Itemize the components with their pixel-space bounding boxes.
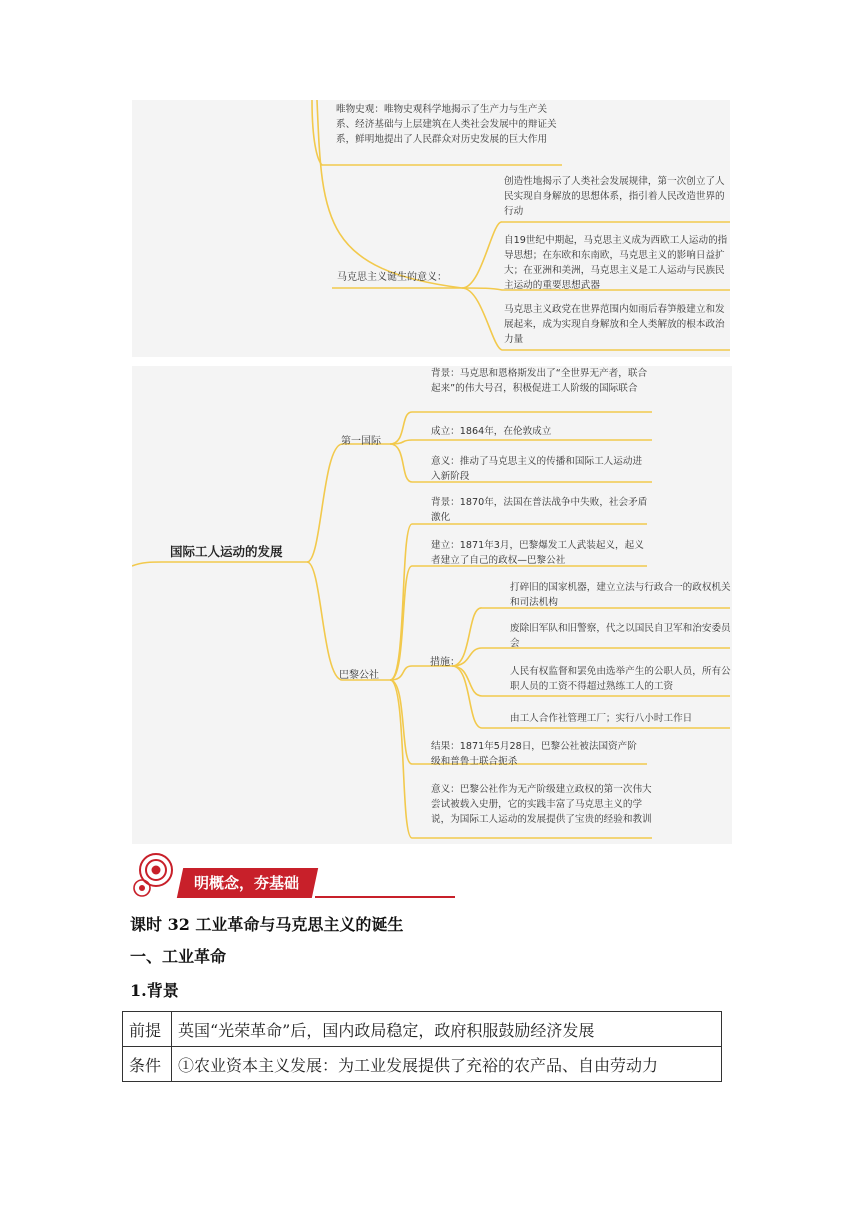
banner-text: 明概念，夯基础	[194, 874, 300, 892]
mindmap-significance	[132, 100, 730, 357]
materialism-node: 唯物史观：唯物史观科学地揭示了生产力与生产关系、经济基础与上层建筑在人类社会发展中的辩证关系，鲜明地提出了人民群众对历史发展的巨大作用	[336, 104, 557, 145]
commune-measure-1: 打碎旧的国家机器，建立立法与行政合一的政权机关和司法机构	[510, 582, 731, 608]
root-node: 国际工人运动的发展	[170, 544, 283, 559]
subsection-heading: 1.背景	[130, 981, 179, 1000]
table-row	[123, 1012, 722, 1047]
table-key: 前提	[123, 1012, 172, 1047]
paris-commune-label: 巴黎公社	[339, 670, 379, 681]
commune-result: 结果：1871年5月28日，巴黎公社被法国资产阶级和普鲁士联合扼杀	[431, 741, 637, 767]
significance-item-3: 马克思主义政党在世界范围内如雨后春笋般建立和发展起来，成为实现自身解放和全人类解放的根本政治力量	[504, 304, 725, 345]
significance-item-2: 自19世纪中期起，马克思主义成为西欧工人运动的指导思想；在东欧和东南欧，马克思主义的影响日益扩大；在亚洲和美洲，马克思主义是工人运动与民族民主运动的重要思想武器	[504, 235, 728, 291]
commune-measure-3: 人民有权监督和罢免由选举产生的公职人员，所有公职人员的工资不得超过熟练工人的工资	[510, 666, 731, 692]
commune-measures-label: 措施：	[430, 657, 460, 668]
first-international-meaning: 意义：推动了马克思主义的传播和国际工人运动进入新阶段	[431, 456, 643, 482]
table-value: ①农业资本主义发展：为工业发展提供了充裕的农产品、自由劳动力	[172, 1047, 722, 1082]
significance-label: 马克思主义诞生的意义：	[337, 272, 447, 283]
mindmap-workers-movement	[132, 366, 732, 844]
commune-measure-4: 由工人合作社管理工厂；实行八小时工作日	[510, 713, 693, 724]
first-international-founding: 成立：1864年，在伦敦成立	[431, 426, 552, 437]
section-heading: 一、工业革命	[130, 947, 227, 966]
section-banner	[130, 850, 330, 902]
banner-underline	[315, 896, 455, 898]
commune-meaning: 意义：巴黎公社作为无产阶级建立政权的第一次伟大尝试被载入史册，它的实践丰富了马克思主义的学说，为国际工人运动的发展提供了宝贵的经验和教训	[431, 784, 652, 825]
commune-background: 背景：1870年，法国在普法战争中失败，社会矛盾激化	[431, 497, 648, 523]
table-key: 条件	[123, 1047, 172, 1082]
commune-measure-2: 废除旧军队和旧警察，代之以国民自卫军和治安委员会	[510, 623, 731, 649]
first-international-label: 第一国际	[341, 436, 381, 447]
table-value: 英国“光荣革命”后，国内政局稳定，政府积服鼓励经济发展	[172, 1012, 722, 1047]
table-row	[123, 1047, 722, 1082]
significance-item-1: 创造性地揭示了人类社会发展规律，第一次创立了人民实现自身解放的思想体系，指引着人民改造世界的行动	[504, 176, 725, 217]
first-international-background: 背景：马克思和恩格斯发出了“全世界无产者，联合起来”的伟大号召，积极促进工人阶级的国际联合	[431, 368, 648, 394]
commune-establish: 建立：1871年3月，巴黎爆发工人武装起义，起义者建立了自己的政权—巴黎公社	[431, 540, 644, 566]
background-table	[122, 1011, 722, 1082]
lesson-title: 课时 32 工业革命与马克思主义的诞生	[130, 915, 404, 934]
